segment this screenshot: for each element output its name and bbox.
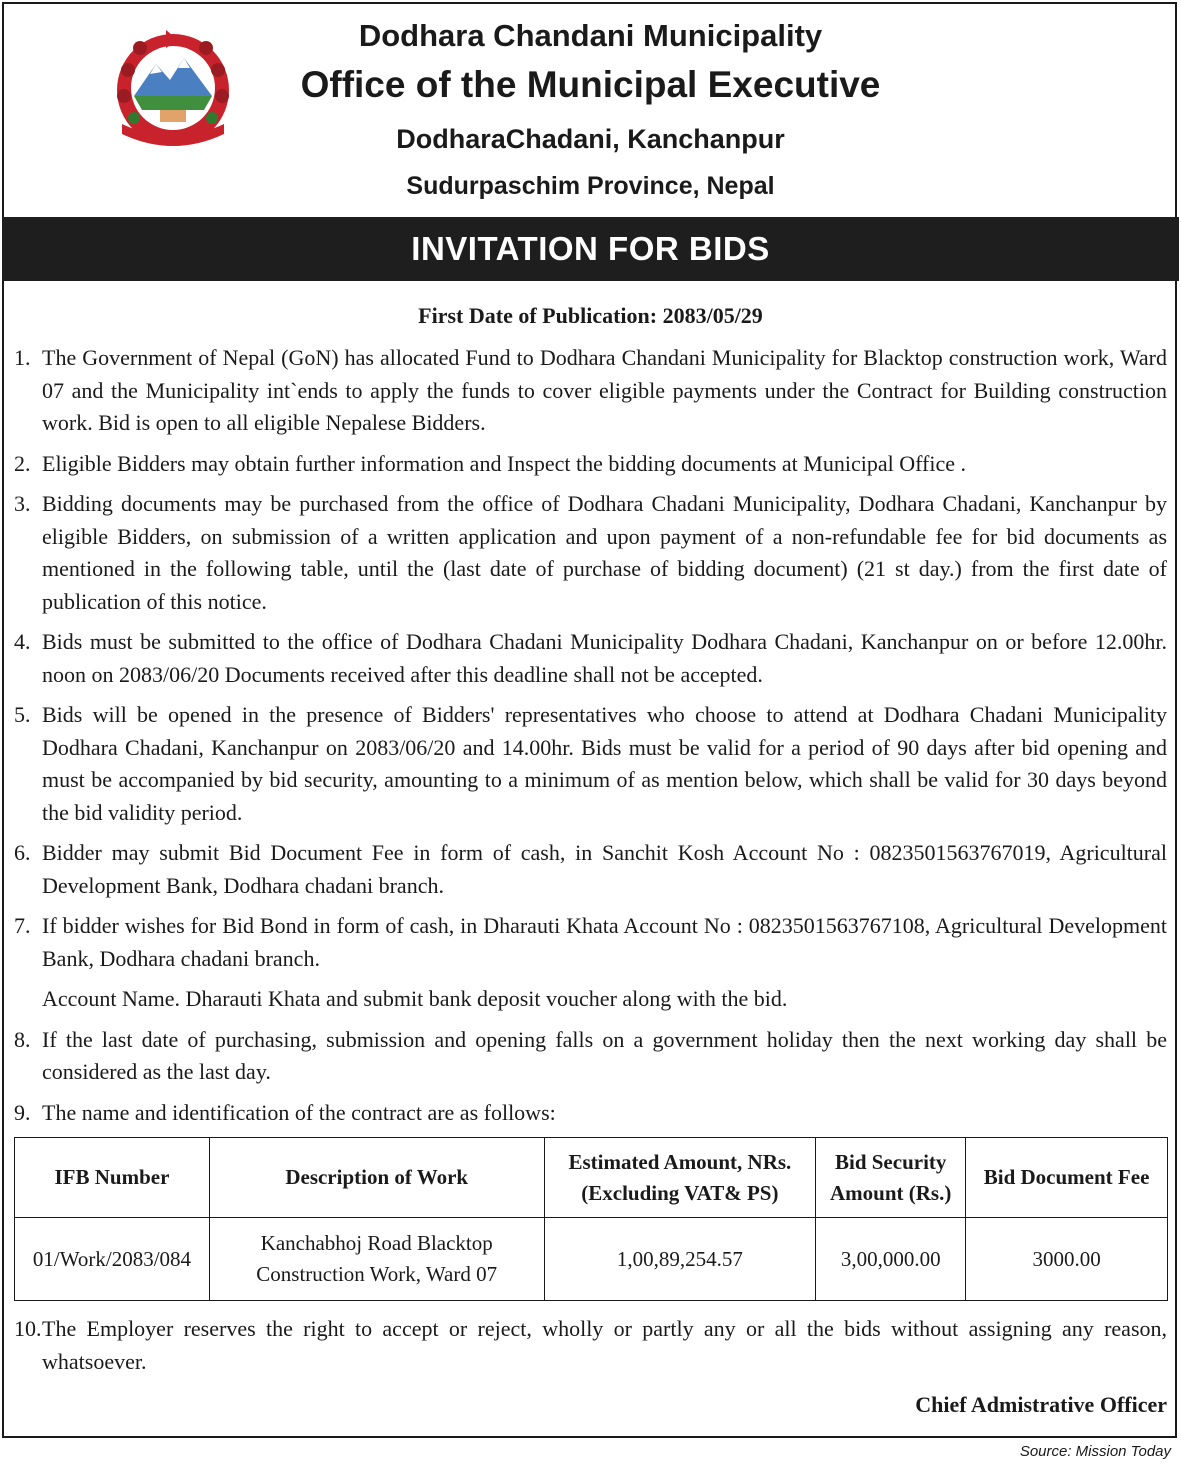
- item-text: Bidding documents may be purchased from the office of Dodhara Chadani Municipality, Dodhara Chadani, Kanchanpur by eligible Bidders, on submission of a written application and upon payment of a non-refundable fee for bid documents as mentioned in the following table, until the (last date of purchase of bidding document) (21 st day.) from the first date of publication of this notice.: [42, 491, 1167, 614]
- list-item: [14, 342, 1167, 440]
- publication-date: First Date of Publication: 2083/05/29: [418, 303, 763, 328]
- item-number: 4.: [14, 629, 31, 654]
- column-header: IFB Number: [15, 1138, 210, 1218]
- item-text: The name and identification of the contract are as follows:: [42, 1099, 556, 1125]
- list-item: [14, 626, 1167, 691]
- item-text: Bidder may submit Bid Document Fee in form of cash, in Sanchit Kosh Account No : 0823501563767019, Agricultural Development Bank, Dodhara chadani branch.: [42, 840, 1167, 898]
- table-cell: 3,00,000.00: [816, 1218, 966, 1301]
- item-number: 8.: [14, 1026, 31, 1052]
- table-header-row: [15, 1138, 1168, 1218]
- list-item: [14, 1097, 1167, 1130]
- item-text: The Government of Nepal (GoN) has allocated Fund to Dodhara Chandani Municipality for Blacktop construction work, Ward 07 and the Municipality int`ends to apply the funds to cover eligible payments under the Contract for Building construction work. Bid is open to all eligible Nepalese Bidders.: [42, 345, 1167, 435]
- list-item: [14, 488, 1167, 618]
- list-item: [14, 1313, 1167, 1378]
- item-text: If the last date of purchasing, submission and opening falls on a government holiday then the next working day shall be considered as the last day.: [42, 1026, 1167, 1084]
- item-number: 2.: [14, 450, 31, 476]
- column-header: Bid Security Amount (Rs.): [816, 1138, 966, 1218]
- office-address: DodharaChadani, Kanchanpur: [396, 124, 785, 154]
- contract-table: [14, 1137, 1168, 1301]
- office-title: Office of the Municipal Executive: [300, 64, 881, 105]
- item-number: 5.: [14, 702, 31, 727]
- source-credit: Source: Mission Today: [1019, 1443, 1171, 1460]
- column-header: Bid Document Fee: [966, 1138, 1168, 1218]
- item-number: 10.: [14, 1316, 42, 1341]
- column-header: Estimated Amount, NRs. (Excluding VAT& PS): [544, 1138, 816, 1218]
- item-text: Bids must be submitted to the office of Dodhara Chadani Municipality Dodhara Chadani, Kanchanpur on or before 12.00hr. noon on 2083/06/20 Documents received after this deadline shall not be accepted.: [42, 629, 1167, 687]
- notice-banner-title: INVITATION FOR BIDS: [2, 217, 1179, 281]
- list-item: [14, 448, 1167, 481]
- item-text: Eligible Bidders may obtain further information and Inspect the bidding documents at Municipal Office .: [42, 450, 966, 476]
- list-item: [14, 1024, 1167, 1089]
- item-number: 6.: [14, 840, 31, 865]
- table-cell: 01/Work/2083/084: [15, 1218, 210, 1301]
- table-cell: Kanchabhoj Road Blacktop Construction Work, Ward 07: [209, 1218, 544, 1301]
- table-cell: 1,00,89,254.57: [544, 1218, 816, 1301]
- list-item: [14, 699, 1167, 829]
- list-item: [14, 910, 1167, 975]
- province-line: Sudurpaschim Province, Nepal: [406, 172, 775, 200]
- municipality-name: Dodhara Chandani Municipality: [358, 18, 823, 53]
- list-item: [14, 837, 1167, 902]
- column-header: Description of Work: [209, 1138, 544, 1218]
- item-text: The Employer reserves the right to accept or reject, wholly or partly any or all the bids without assigning any reason, whatsoever.: [42, 1316, 1167, 1374]
- item-text: Bids will be opened in the presence of Bidders' representatives who choose to attend at Dodhara Chadani Municipality Dodhara Chadani, Kanchanpur on 2083/06/20 and 14.00hr. Bids must be valid for a period of 90 days after bid opening and must be accompanied by bid security, amounting to a minimum of as mention below, which shall be valid for 30 days beyond the bid validity period.: [42, 702, 1167, 825]
- notice-body: [14, 342, 1167, 1386]
- table-cell: 3000.00: [966, 1218, 1168, 1301]
- signatory-title: Chief Admistrative Officer: [915, 1392, 1167, 1417]
- item-number: 3.: [14, 491, 31, 516]
- item-number: 7.: [14, 913, 31, 938]
- account-note: Account Name. Dharauti Khata and submit bank deposit voucher along with the bid.: [42, 986, 788, 1011]
- table-row: [15, 1218, 1168, 1301]
- item-number: 9.: [14, 1099, 31, 1125]
- item-number: 1.: [14, 345, 31, 370]
- item-text: If bidder wishes for Bid Bond in form of cash, in Dharauti Khata Account No : 0823501563767108, Agricultural Development Bank, Dodhara chadani branch.: [42, 913, 1167, 971]
